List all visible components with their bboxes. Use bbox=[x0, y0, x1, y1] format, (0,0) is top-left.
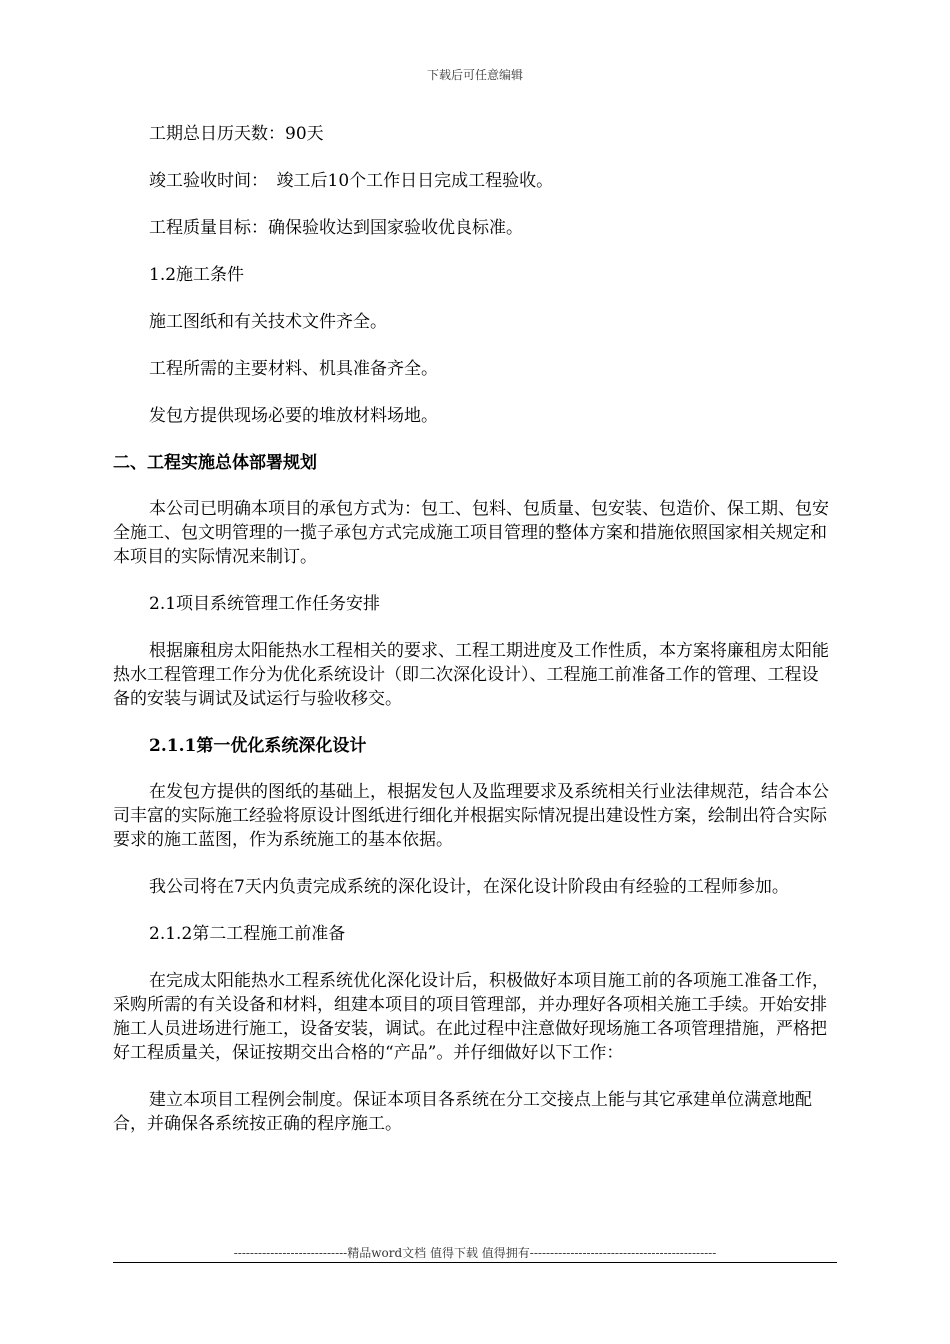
paragraph-preparation: 在完成太阳能热水工程系统优化深化设计后，积极做好本项目施工前的各项施工准备工作，采购所需的有关设备和材料，组建本项目的项目管理部，并办理好各项相关施工手续。开始安排施工人员进场进行施工，设备安装，调试。在此过程中注意做好现场施工各项管理措施，严格把好工程质量关，保证按期交出合格的“产品”。并仔细做好以下工作： bbox=[113, 971, 829, 1063]
section-heading-2-1-2: 2.1.2第二工程施工前准备 bbox=[149, 924, 346, 944]
paragraph-duration: 工期总日历天数：90天 bbox=[149, 124, 324, 144]
footer-divider bbox=[113, 1262, 837, 1263]
page-footer: ----------------------------精品word文档 值得下载 值得拥有---------------------------------------------- bbox=[233, 1246, 717, 1260]
paragraph-design: 在发包方提供的图纸的基础上，根据发包人及监理要求及系统相关行业法律规范，结合本公司丰富的实际施工经验将原设计图纸进行细化并根据实际情况提出建设性方案，绘制出符合实际要求的施工蓝图，作为系统施工的基本依据。 bbox=[113, 782, 829, 850]
section-heading-2-1-1: 2.1.1第一优化系统深化设计 bbox=[149, 736, 367, 756]
paragraph-contract-mode: 本公司已明确本项目的承包方式为：包工、包料、包质量、包安装、包造价、保工期、包安全施工、包文明管理的一揽子承包方式完成施工项目管理的整体方案和措施依照国家相关规定和本项目的实际情况来制订。 bbox=[113, 499, 829, 567]
paragraph-management-scope: 根据廉租房太阳能热水工程相关的要求、工程工期进度及工作性质，本方案将廉租房太阳能热水工程管理工作分为优化系统设计（即二次深化设计）、工程施工前准备工作的管理、工程设备的安装与调试及试运行与验收移交。 bbox=[113, 641, 829, 709]
document-body bbox=[113, 122, 829, 1136]
paragraph-drawings: 施工图纸和有关技术文件齐全。 bbox=[149, 312, 387, 332]
section-heading-2-1: 2.1项目系统管理工作任务安排 bbox=[149, 594, 381, 614]
paragraph-site: 发包方提供现场必要的堆放材料场地。 bbox=[149, 406, 438, 426]
chapter-heading-2: 二、工程实施总体部署规划 bbox=[113, 453, 317, 473]
paragraph-materials: 工程所需的主要材料、机具准备齐全。 bbox=[149, 359, 438, 379]
page-header: 下载后可任意编辑 bbox=[426, 68, 523, 82]
paragraph-meeting-system: 建立本项目工程例会制度。保证本项目各系统在分工交接点上能与其它承建单位满意地配合，并确保各系统按正确的程序施工。 bbox=[113, 1090, 812, 1134]
section-heading-1-2: 1.2施工条件 bbox=[149, 265, 245, 285]
paragraph-acceptance-time: 竣工验收时间： 竣工后10个工作日日完成工程验收。 bbox=[149, 171, 554, 191]
paragraph-design-period: 我公司将在7天内负责完成系统的深化设计，在深化设计阶段由有经验的工程师参加。 bbox=[149, 877, 789, 897]
paragraph-quality-target: 工程质量目标：确保验收达到国家验收优良标准。 bbox=[149, 218, 523, 238]
